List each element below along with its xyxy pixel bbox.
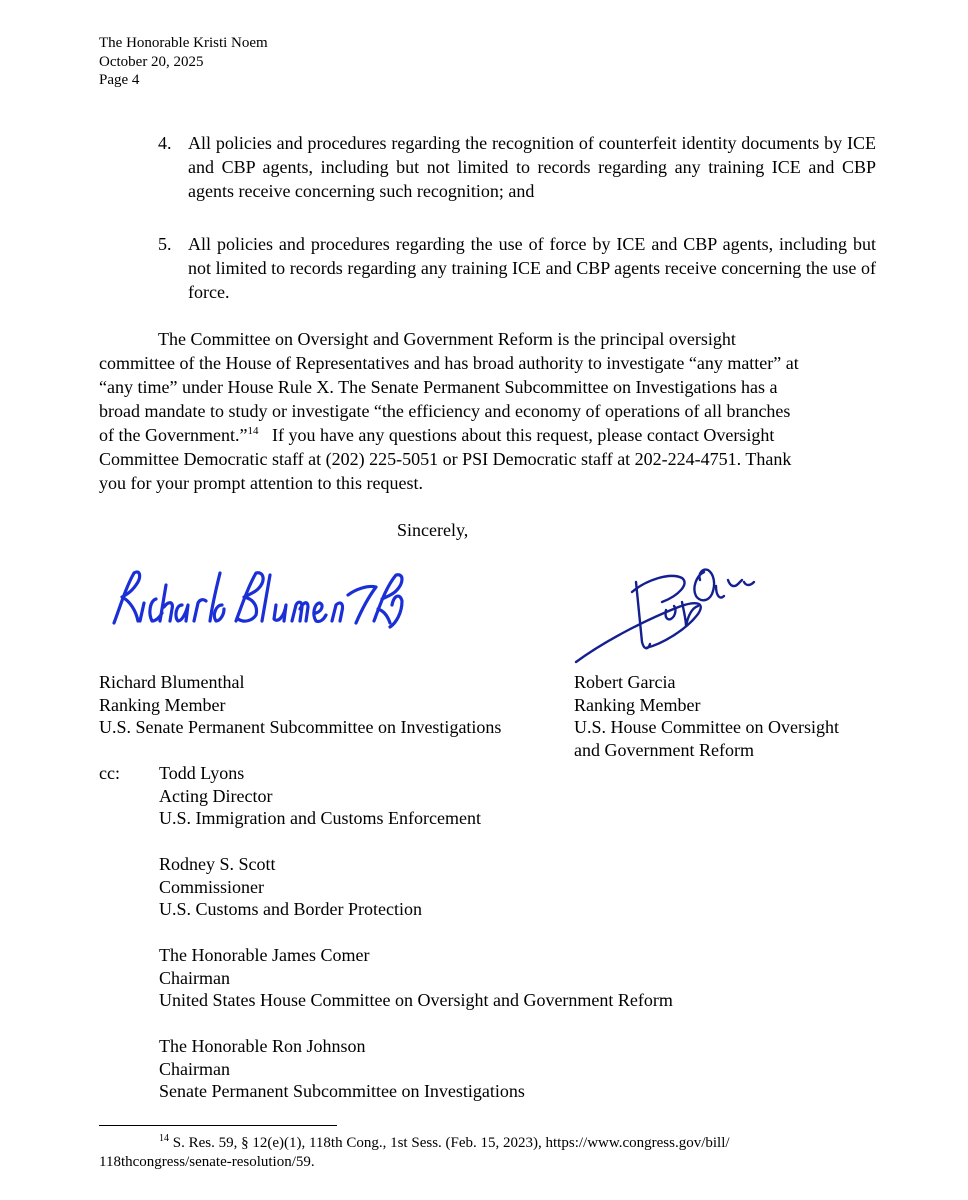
cc-name: The Honorable Ron Johnson xyxy=(159,1036,366,1056)
footnote-text[interactable]: S. Res. 59, § 12(e)(1), 118th Cong., 1st Sess. (Feb. 15, 2023), https://www.congress.gov/bill/ xyxy=(172,1135,730,1151)
request-item-4 xyxy=(158,131,876,203)
cc-org: United States House Committee on Oversight and Government Reform xyxy=(159,990,673,1010)
signatory-org: U.S. House Committee on Oversight xyxy=(574,717,839,737)
signatory-title: Ranking Member xyxy=(99,694,226,715)
blumenthal-signature xyxy=(108,565,408,630)
footnote xyxy=(99,1134,889,1172)
page-number: Page 4 xyxy=(99,72,140,88)
cc-recipient xyxy=(159,1035,525,1103)
signatory-blumenthal xyxy=(99,671,501,739)
request-text: All policies and procedures regarding the use of force by ICE and CBP agents, including but not limited to records regarding any training ICE and CBP agents receive concerning the use of force. xyxy=(188,234,876,302)
cc-title: Acting Director xyxy=(159,785,273,806)
signatory-title: Ranking Member xyxy=(574,694,701,715)
body-line: you for your prompt attention to this request. xyxy=(99,473,423,493)
signatory-org: U.S. Senate Permanent Subcommittee on Investigations xyxy=(99,717,502,737)
date-line: October 20, 2025 xyxy=(99,53,204,70)
footnote-separator xyxy=(99,1125,337,1126)
garcia-signature xyxy=(566,562,766,672)
cc-recipient xyxy=(159,853,422,921)
body-paragraph xyxy=(99,327,877,495)
request-text: All policies and procedures regarding the recognition of counterfeit identity documents by ICE and CBP agents, including but not limited to records regarding any training ICE and CBP agents receive concerning such recognition; and xyxy=(188,133,876,201)
signatory-name: Richard Blumenthal xyxy=(99,672,245,692)
letter-header xyxy=(99,34,268,90)
footnote-number: 14 xyxy=(159,1133,169,1144)
body-line: committee of the House of Representatives and has broad authority to investigate “any matter” at xyxy=(99,353,799,373)
request-item-5 xyxy=(158,232,876,304)
signatory-garcia xyxy=(574,671,839,761)
cc-name: Rodney S. Scott xyxy=(159,854,276,874)
body-line: of the Government.” xyxy=(99,425,248,445)
recipient-line: The Honorable Kristi Noem xyxy=(99,35,268,51)
footnote-text[interactable]: 118thcongress/senate-resolution/59. xyxy=(99,1154,315,1170)
body-line: If you have any questions about this request, please contact Oversight xyxy=(271,425,775,445)
body-line: Committee Democratic staff at (202) 225-5051 or PSI Democratic staff at 202-224-4751. Thank xyxy=(99,449,792,469)
footnote-reference[interactable]: 14 xyxy=(247,425,259,437)
cc-recipient xyxy=(159,944,673,1012)
cc-org: U.S. Immigration and Customs Enforcement xyxy=(159,808,481,828)
request-number: 4. xyxy=(158,133,172,153)
body-line: The Committee on Oversight and Government Reform is the principal oversight xyxy=(158,329,736,349)
cc-name: Todd Lyons xyxy=(159,763,245,783)
cc-recipient xyxy=(159,762,481,830)
signatory-name: Robert Garcia xyxy=(574,672,676,692)
cc-title: Chairman xyxy=(159,967,230,988)
signatory-org: and Government Reform xyxy=(574,739,754,760)
request-number: 5. xyxy=(158,234,172,254)
body-line: “any time” under House Rule X. The Senate Permanent Subcommittee on Investigations has a xyxy=(99,377,778,397)
body-line: broad mandate to study or investigate “the efficiency and economy of operations of all branches xyxy=(99,401,791,421)
cc-name: The Honorable James Comer xyxy=(159,945,370,965)
closing: Sincerely, xyxy=(397,520,469,540)
cc-org: U.S. Customs and Border Protection xyxy=(159,899,422,919)
cc-title: Chairman xyxy=(159,1058,230,1079)
cc-label: cc: xyxy=(99,763,120,783)
cc-title: Commissioner xyxy=(159,876,265,897)
cc-org: Senate Permanent Subcommittee on Investigations xyxy=(159,1081,525,1101)
